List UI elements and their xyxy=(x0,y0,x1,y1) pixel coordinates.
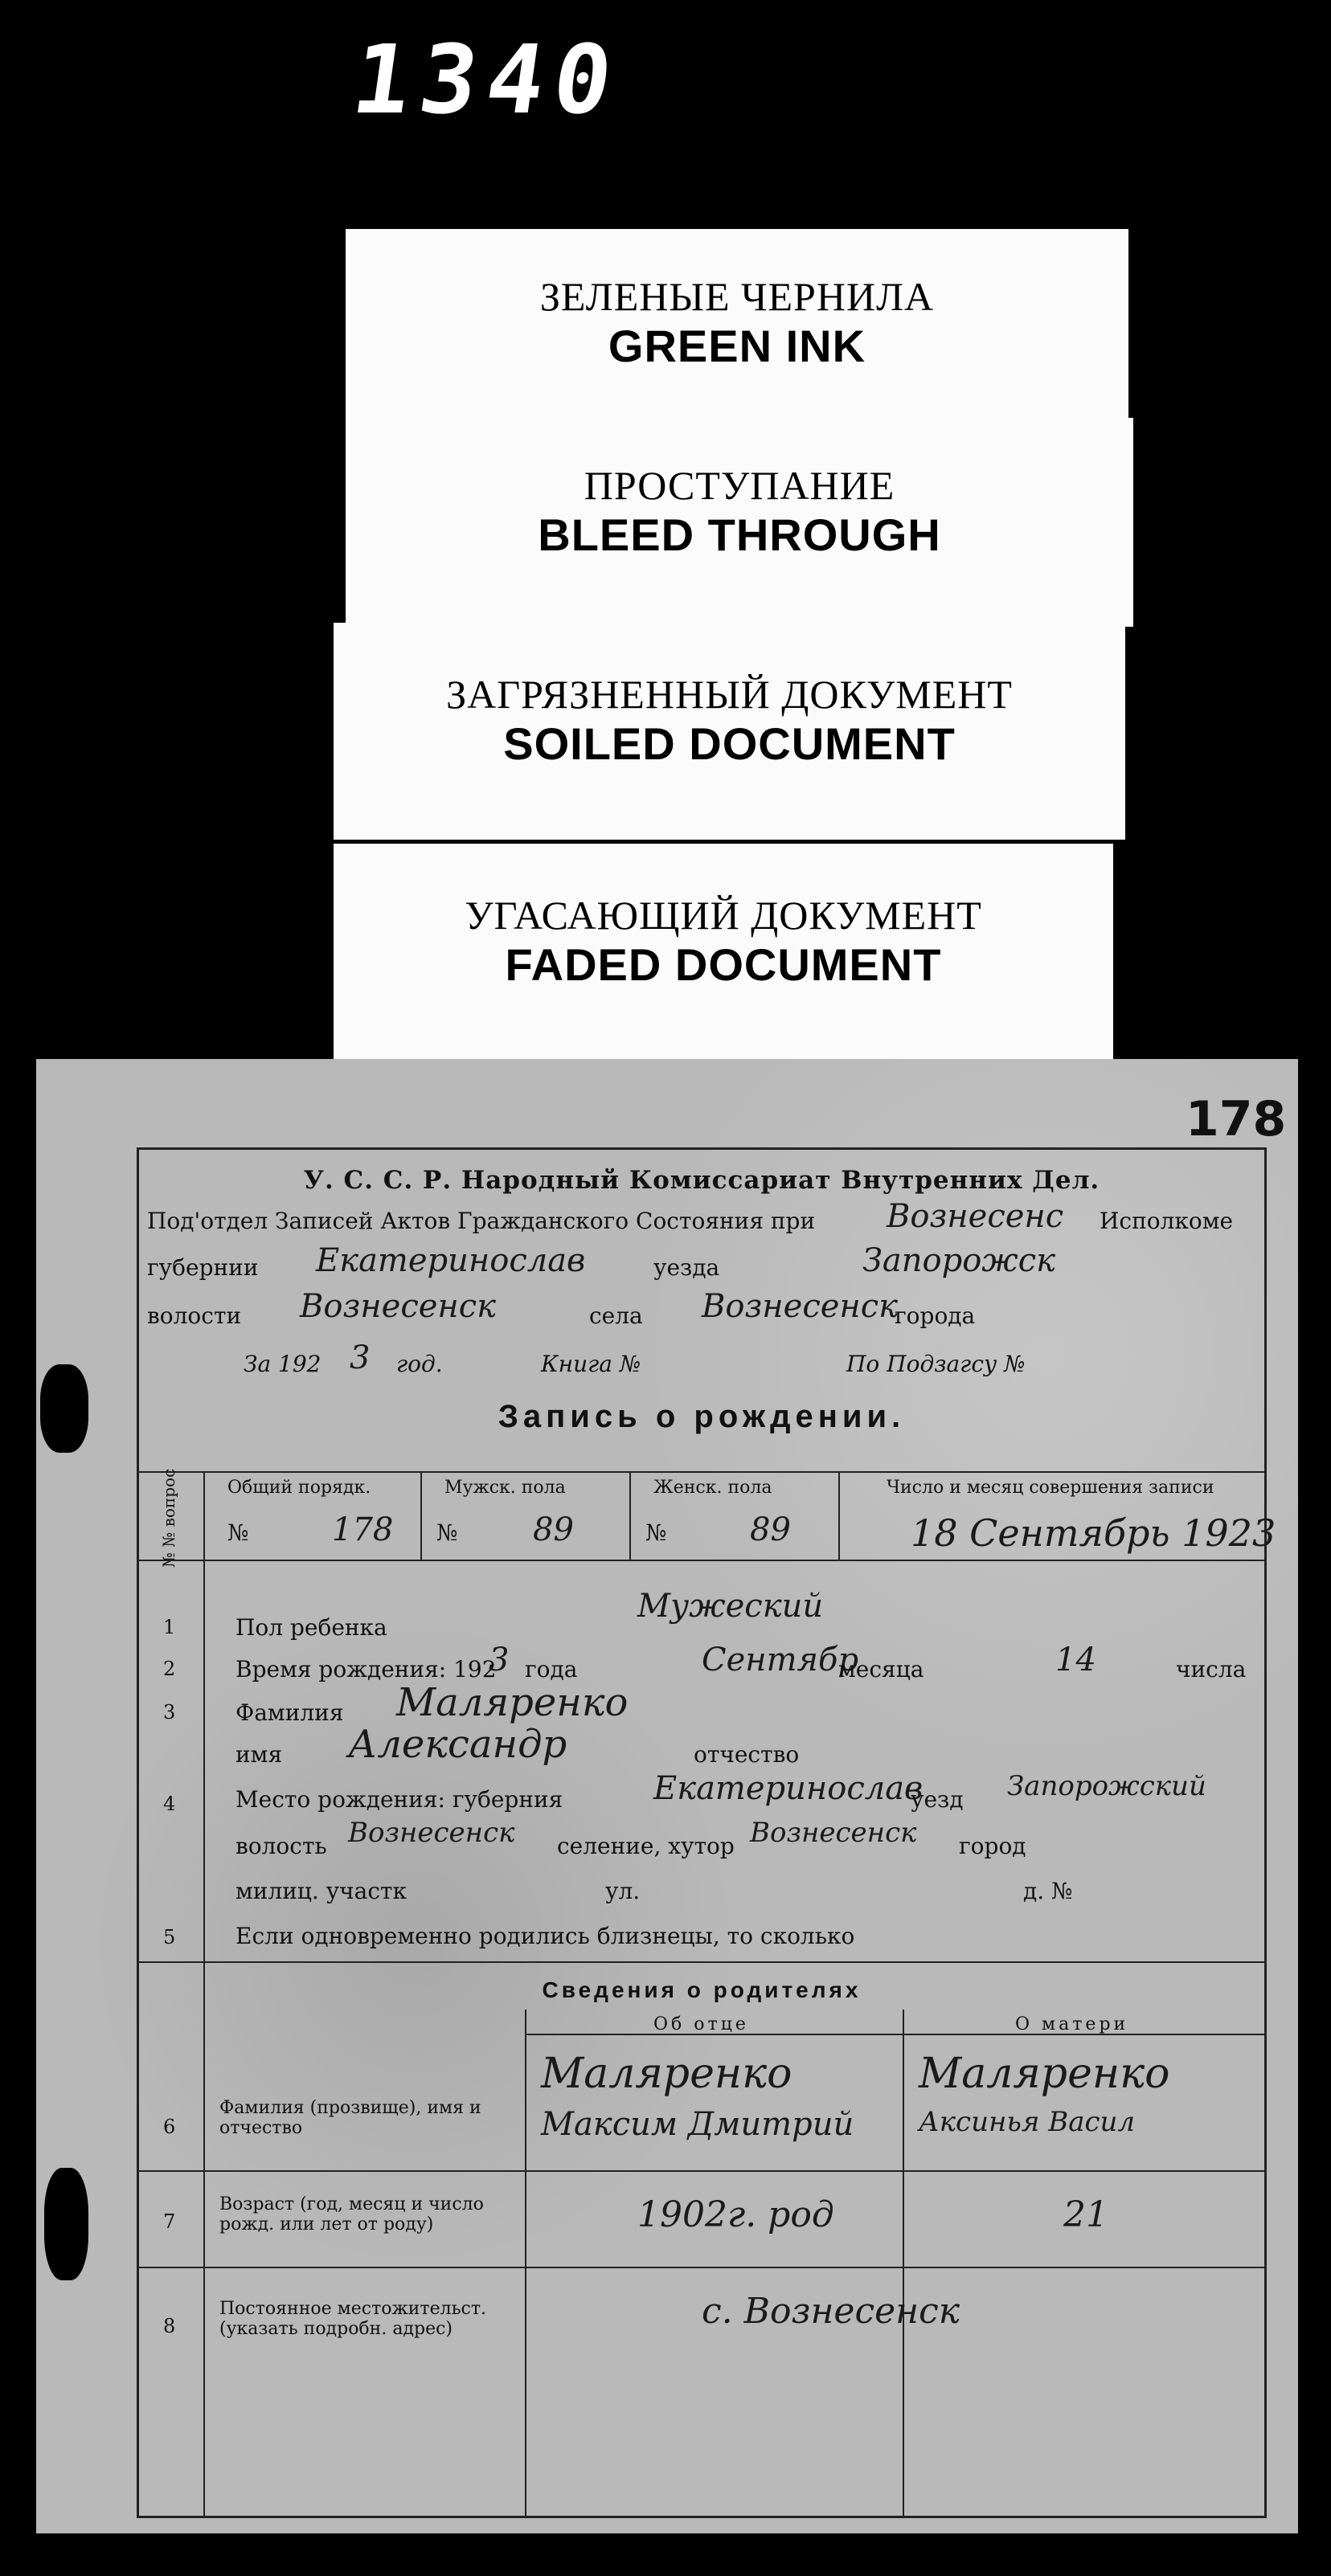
q6-label: Фамилия (прозвище), имя и отчество xyxy=(219,2098,481,2138)
form-frame xyxy=(137,1147,1276,2518)
column-divider xyxy=(525,2010,526,2516)
gorod2-label: город xyxy=(959,1833,1026,1859)
question-number: 2 xyxy=(163,1658,176,1680)
dom-label: д. № xyxy=(1023,1878,1073,1904)
col-header-date: Число и месяц совершения записи xyxy=(887,1478,1214,1498)
gorod-label: города xyxy=(895,1302,976,1329)
record-title: Запись о рождении. xyxy=(498,1399,906,1434)
notice-card-faded-document xyxy=(334,844,1113,1061)
father-age-handwritten: 1902г. род xyxy=(637,2194,834,2235)
year-handwritten: 3 xyxy=(350,1339,371,1376)
table-border xyxy=(139,2267,1264,2268)
volost2-label: волость xyxy=(235,1833,327,1859)
table-border xyxy=(139,1471,1264,1473)
milic-label: милиц. участк xyxy=(235,1878,407,1904)
card-ru-label: ПРОСТУПАНИЕ xyxy=(584,463,895,508)
card-en-label: FADED DOCUMENT xyxy=(505,939,942,990)
table-border xyxy=(139,1560,1264,1561)
birth-record-document xyxy=(36,1059,1298,2533)
corner-mark: 178 xyxy=(1186,1091,1287,1147)
q4-gub-handwritten: Екатеринослав xyxy=(653,1770,924,1807)
column-divider xyxy=(629,1471,631,1560)
general-no-handwritten: 178 xyxy=(332,1511,394,1548)
male-no-handwritten: 89 xyxy=(533,1511,574,1548)
form-header: У. С. С. Р. Народный Комиссариат Внутренних Дел. xyxy=(303,1166,1100,1195)
notice-card-green-ink xyxy=(346,229,1128,426)
column-divider xyxy=(838,1471,840,1560)
mother-age-handwritten: 21 xyxy=(1063,2194,1108,2235)
notice-card-soiled-document xyxy=(334,623,1125,840)
book-label: Книга № xyxy=(541,1351,641,1377)
guberniya-label: губернии xyxy=(147,1254,259,1281)
question-number: 7 xyxy=(163,2210,176,2233)
column-divider xyxy=(903,2010,904,2516)
father-given-handwritten: Максим Дмитрий xyxy=(541,2106,854,2143)
col-header-female: Женск. пола xyxy=(653,1478,772,1498)
q2-label: Время рождения: 192 xyxy=(235,1656,497,1683)
card-ru-label: ЗЕЛЕНЫЕ ЧЕРНИЛА xyxy=(539,274,935,319)
q1-handwritten: Мужеский xyxy=(637,1588,824,1625)
table-border xyxy=(139,2170,1264,2172)
q4-uezd: уезд xyxy=(911,1786,964,1813)
year-suffix: год. xyxy=(396,1351,443,1377)
office-label: Под'отдел Записей Актов Гражданского Состояния при xyxy=(147,1208,816,1234)
q2-chisla: числа xyxy=(1176,1656,1247,1683)
q2-year-handwritten: 3 xyxy=(489,1642,510,1678)
uezd-label: уезда xyxy=(653,1254,720,1281)
female-no-label: № xyxy=(645,1519,667,1546)
soil-stain xyxy=(44,2168,88,2280)
q1-label: Пол ребенка xyxy=(235,1614,387,1641)
card-en-label: SOILED DOCUMENT xyxy=(503,718,956,769)
year-label: За 192 xyxy=(244,1351,321,1377)
q4-label: Место рождения: губерния xyxy=(235,1786,563,1813)
table-border xyxy=(525,2034,1264,2035)
mother-given-handwritten: Аксинья Васил xyxy=(919,2106,1136,2138)
selenie-label: селение, хутор xyxy=(557,1833,735,1859)
question-number: 5 xyxy=(163,1926,176,1948)
female-no-handwritten: 89 xyxy=(750,1511,791,1548)
col-header-male: Мужск. пола xyxy=(444,1478,566,1498)
card-en-label: BLEED THROUGH xyxy=(538,509,941,560)
general-no-label: № xyxy=(227,1519,249,1546)
notice-card-bleed-through xyxy=(346,418,1133,627)
volost2-handwritten: Вознесенск xyxy=(348,1817,515,1849)
question-number: 1 xyxy=(163,1616,176,1638)
mother-column-label: О матери xyxy=(1015,2014,1129,2034)
residence-handwritten: с. Вознесенск xyxy=(702,2291,960,2332)
question-number: 4 xyxy=(163,1793,176,1815)
selo-label: села xyxy=(589,1302,643,1329)
given-name-handwritten: Александр xyxy=(348,1722,567,1767)
ul-label: ул. xyxy=(605,1878,641,1904)
soil-stain xyxy=(40,1364,88,1453)
question-number: 3 xyxy=(163,1701,176,1723)
parents-title: Сведения о родителях xyxy=(542,1977,862,2002)
q4-uezd-handwritten: Запорожский xyxy=(1007,1770,1206,1802)
subdept-label: По Подзагсу № xyxy=(846,1351,1026,1377)
q7-label: Возраст (год, месяц и число рожд. или лет от роду) xyxy=(219,2194,484,2235)
mother-surname-handwritten: Маляренко xyxy=(919,2050,1170,2098)
imya-label: имя xyxy=(235,1741,283,1768)
record-date-handwritten: 18 Сентябрь 1923 xyxy=(911,1511,1276,1555)
q2-mes: месяца xyxy=(838,1656,924,1683)
table-border xyxy=(139,1961,1264,1963)
q5-label: Если одновременно родились близнецы, то сколько xyxy=(235,1923,855,1949)
question-number: 6 xyxy=(163,2116,176,2138)
volost-handwritten: Вознесенск xyxy=(300,1288,497,1325)
q8-label: Постоянное местожительст. (указать подробн. адрес) xyxy=(219,2299,487,2339)
office-handwritten: Вознесенс xyxy=(887,1198,1064,1235)
card-ru-label: УГАСАЮЩИЙ ДОКУМЕНТ xyxy=(465,893,982,938)
selo-handwritten: Вознесенск xyxy=(702,1288,899,1325)
guberniya-handwritten: Екатеринослав xyxy=(316,1242,586,1279)
card-en-label: GREEN INK xyxy=(608,321,866,371)
reel-number: 1340 xyxy=(346,24,629,135)
question-number: 8 xyxy=(163,2315,176,2337)
col-header-general: Общий порядк. xyxy=(227,1478,371,1498)
q2-day-handwritten: 14 xyxy=(1055,1642,1096,1678)
father-surname-handwritten: Маляренко xyxy=(541,2050,792,2098)
otch-label: отчество xyxy=(694,1741,800,1768)
question-column-header: № № вопрос xyxy=(159,1468,178,1568)
card-ru-label: ЗАГРЯЗНЕННЫЙ ДОКУМЕНТ xyxy=(446,672,1013,717)
selenie-handwritten: Вознесенск xyxy=(750,1817,917,1849)
uezd-handwritten: Запорожск xyxy=(862,1242,1056,1279)
father-column-label: Об отце xyxy=(653,2014,749,2034)
volost-label: волости xyxy=(147,1302,242,1329)
q2-goda: года xyxy=(525,1656,578,1683)
office-suffix: Исполкоме xyxy=(1100,1208,1234,1234)
column-divider xyxy=(420,1471,422,1560)
q2-month-handwritten: Сентябр xyxy=(702,1642,859,1678)
surname-handwritten: Маляренко xyxy=(396,1680,629,1725)
male-no-label: № xyxy=(436,1519,458,1546)
q3-label: Фамилия xyxy=(235,1699,344,1726)
